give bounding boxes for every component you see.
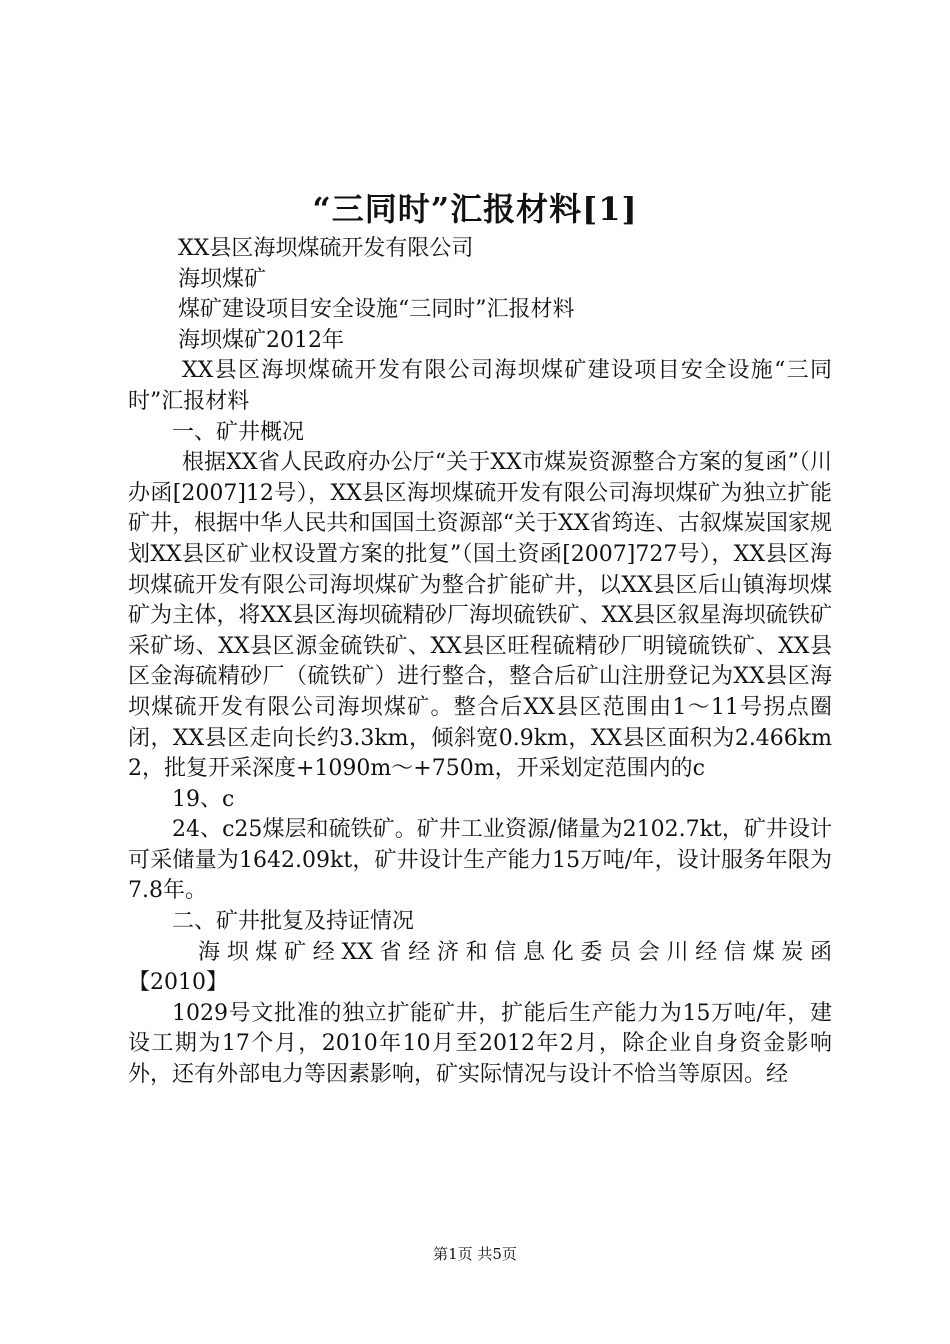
section2-heading: 二、矿井批复及持证情况 <box>172 909 415 935</box>
document-body <box>128 234 832 1091</box>
full-title-paragraph: XX县区海坝煤硫开发有限公司海坝煤矿建设项目安全设施“三同时”汇报材料 <box>128 358 832 414</box>
section2-paragraph-2: 1029号文批准的独立扩能矿井，扩能后生产能力为15万吨/年，建设工期为17个月，2010年10月至2012年2月，除企业自身资金影响外，还有外部电力等因素影响，矿实际情况与设计不恰当等原因。经 <box>128 1000 832 1088</box>
company-line: XX县区海坝煤硫开发有限公司 <box>178 236 474 261</box>
document-title: “三同时”汇报材料[1] <box>312 190 638 228</box>
mine-line: 海坝煤矿 <box>178 266 267 292</box>
section1-paragraph-2: 19、c <box>172 786 235 812</box>
section1-paragraph-3: 24、c25煤层和硫铁矿。矿井工业资源/储量为2102.7kt，矿井设计可采储量为1642.09kt，矿井设计生产能力15万吨/年，设计服务年限为7.8年。 <box>128 817 832 904</box>
subject-line: 煤矿建设项目安全设施“三同时”汇报材料 <box>178 297 575 323</box>
date-line: 海坝煤矿2012年 <box>178 327 344 353</box>
page-footer: 第1页 共5页 <box>433 1245 517 1263</box>
section2-paragraph-1: 海坝煤矿经XX省经济和信息化委员会川经信煤炭函 <box>198 939 832 965</box>
section1-paragraph-1: 根据XX省人民政府办公厅“关于XX市煤炭资源整合方案的复函”（川办函[2007]12号），XX县区海坝煤硫开发有限公司海坝煤矿为独立扩能矿井，根据中华人民共和国国土资源部“关于XX省筠连、古叙煤炭国家规划XX县区矿业权设置方案的批复”（国土资函[2007]727号），XX县区海坝煤硫开发有限公司海坝煤矿为整合扩能矿井，以XX县区后山镇海坝煤矿为主体，将XX县区海坝硫精砂厂海坝硫铁矿、XX县区叙星海坝硫铁矿采矿场、XX县区源金硫铁矿、XX县区旺程硫精砂厂明镜硫铁矿、XX县区金海硫精砂厂（硫铁矿）进行整合，整合后矿山注册登记为XX县区海坝煤硫开发有限公司海坝煤矿。整合后XX县区范围由1～11号拐点圈闭，XX县区走向长约3.3km，倾斜宽0.9km，XX县区面积为2.466km2，批复开采深度+1090m～+750m，开采划定范围内的c <box>128 450 832 782</box>
section2-paragraph-1-cont: 【2010】 <box>128 970 228 996</box>
section1-heading: 一、矿井概况 <box>172 419 305 445</box>
